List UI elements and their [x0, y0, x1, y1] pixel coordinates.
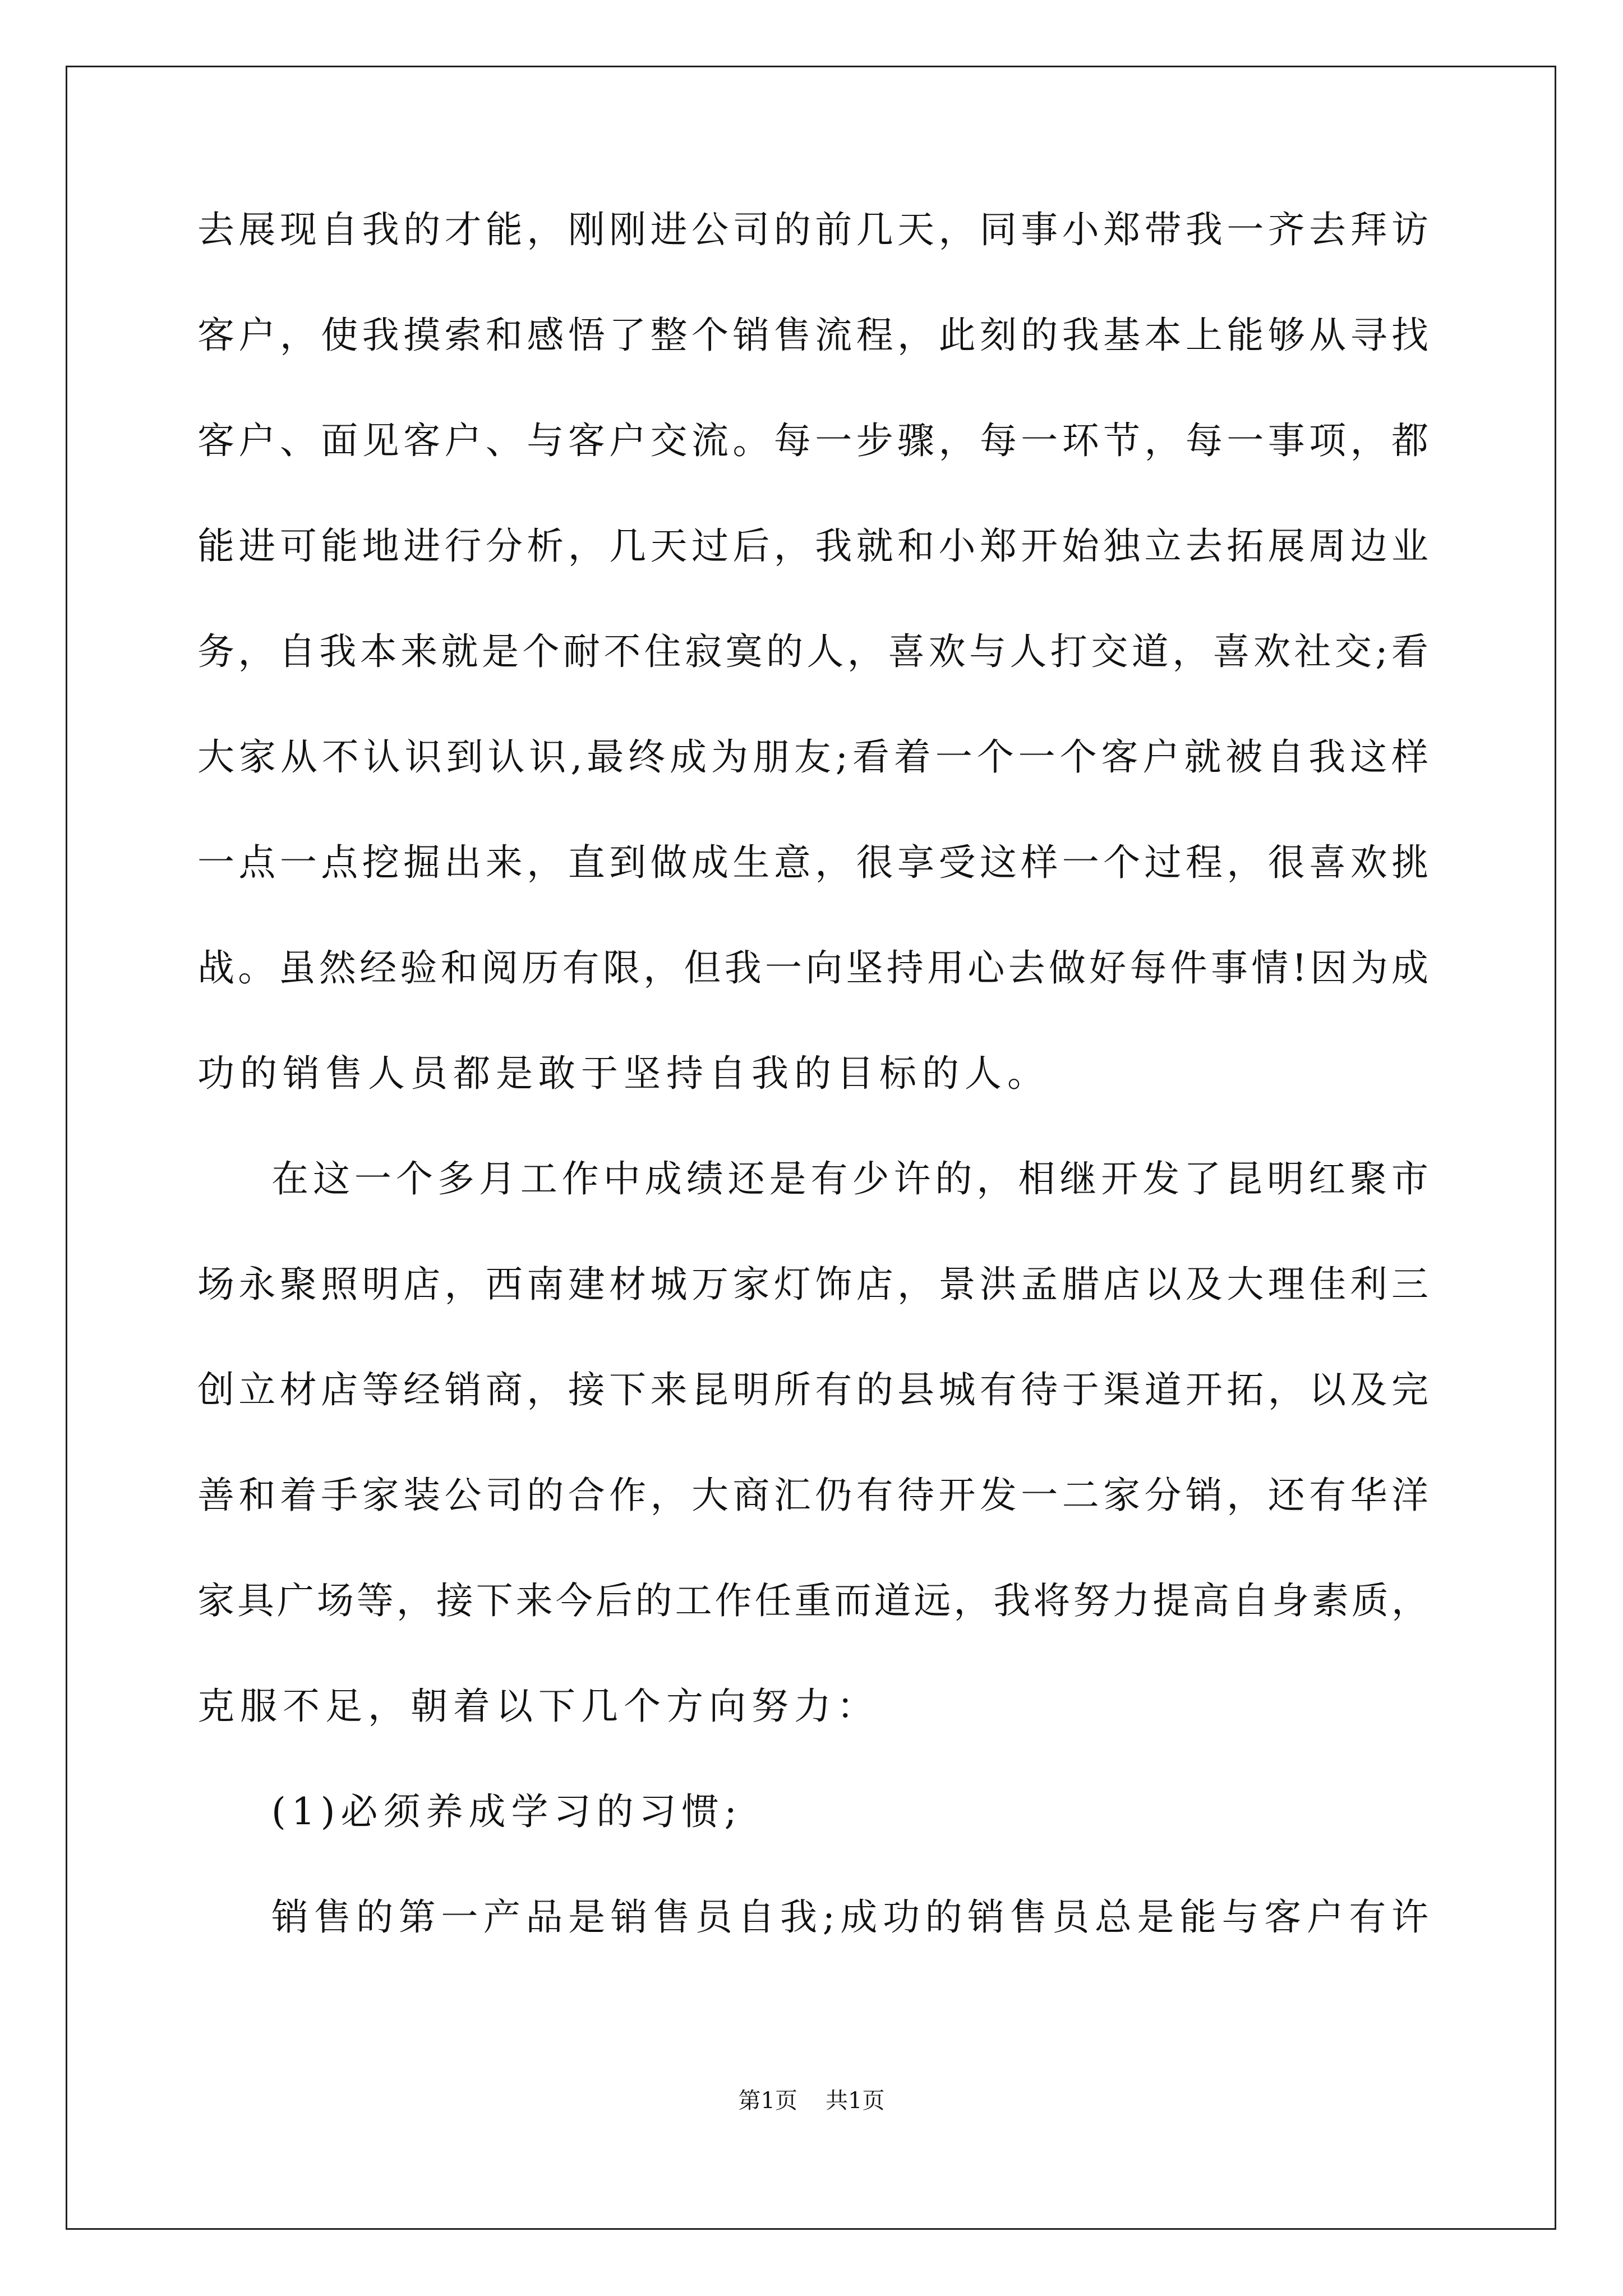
- page-footer: [0, 2087, 1623, 2115]
- text-line: 务，自我本来就是个耐不住寂寞的人，喜欢与人打交道，喜欢社交;看: [197, 630, 1428, 673]
- text-line: 一点一点挖掘出来，直到做成生意，很享受这样一个过程，很喜欢挑: [197, 841, 1428, 884]
- text-line: 善和着手家装公司的合作，大商汇仍有待开发一二家分销，还有华洋: [197, 1474, 1428, 1517]
- text-line: 能进可能地进行分析，几天过后，我就和小郑开始独立去拓展周边业: [197, 524, 1428, 568]
- text-line: 客户、面见客户、与客户交流。每一步骤，每一环节，每一事项，都: [197, 419, 1428, 462]
- text-line: 在这一个多月工作中成绩还是有少许的，相继开发了昆明红聚市: [271, 1157, 1428, 1200]
- text-line: 家具广场等，接下来今后的工作任重而道远，我将努力提高自身素质，: [197, 1579, 1428, 1622]
- text-line: 去展现自我的才能，刚刚进公司的前几天，同事小郑带我一齐去拜访: [197, 208, 1428, 251]
- document-body: [197, 202, 1428, 1995]
- text-line: 场永聚照明店，西南建材城万家灯饰店，景洪孟腊店以及大理佳利三: [197, 1263, 1428, 1306]
- text-line: 克服不足，朝着以下几个方向努力：: [197, 1685, 879, 1728]
- text-line: 客户，使我摸索和感悟了整个销售流程，此刻的我基本上能够从寻找: [197, 314, 1428, 357]
- text-line: 功的销售人员都是敢于坚持自我的目标的人。: [197, 1052, 1050, 1095]
- text-line: 战。虽然经验和阅历有限，但我一向坚持用心去做好每件事情!因为成: [197, 946, 1428, 990]
- text-line: 销售的第一产品是销售员自我;成功的销售员总是能与客户有许: [271, 1895, 1428, 1939]
- text-line: 创立材店等经销商，接下来昆明所有的县城有待于渠道开拓，以及完: [197, 1368, 1428, 1411]
- text-line: (1)必须养成学习的习惯;: [271, 1790, 743, 1833]
- page-total: 共1页: [826, 2088, 885, 2114]
- text-line: 大家从不认识到认识,最终成为朋友;看着一个一个客户就被自我这样: [197, 735, 1428, 779]
- page-number: 第1页: [738, 2088, 797, 2114]
